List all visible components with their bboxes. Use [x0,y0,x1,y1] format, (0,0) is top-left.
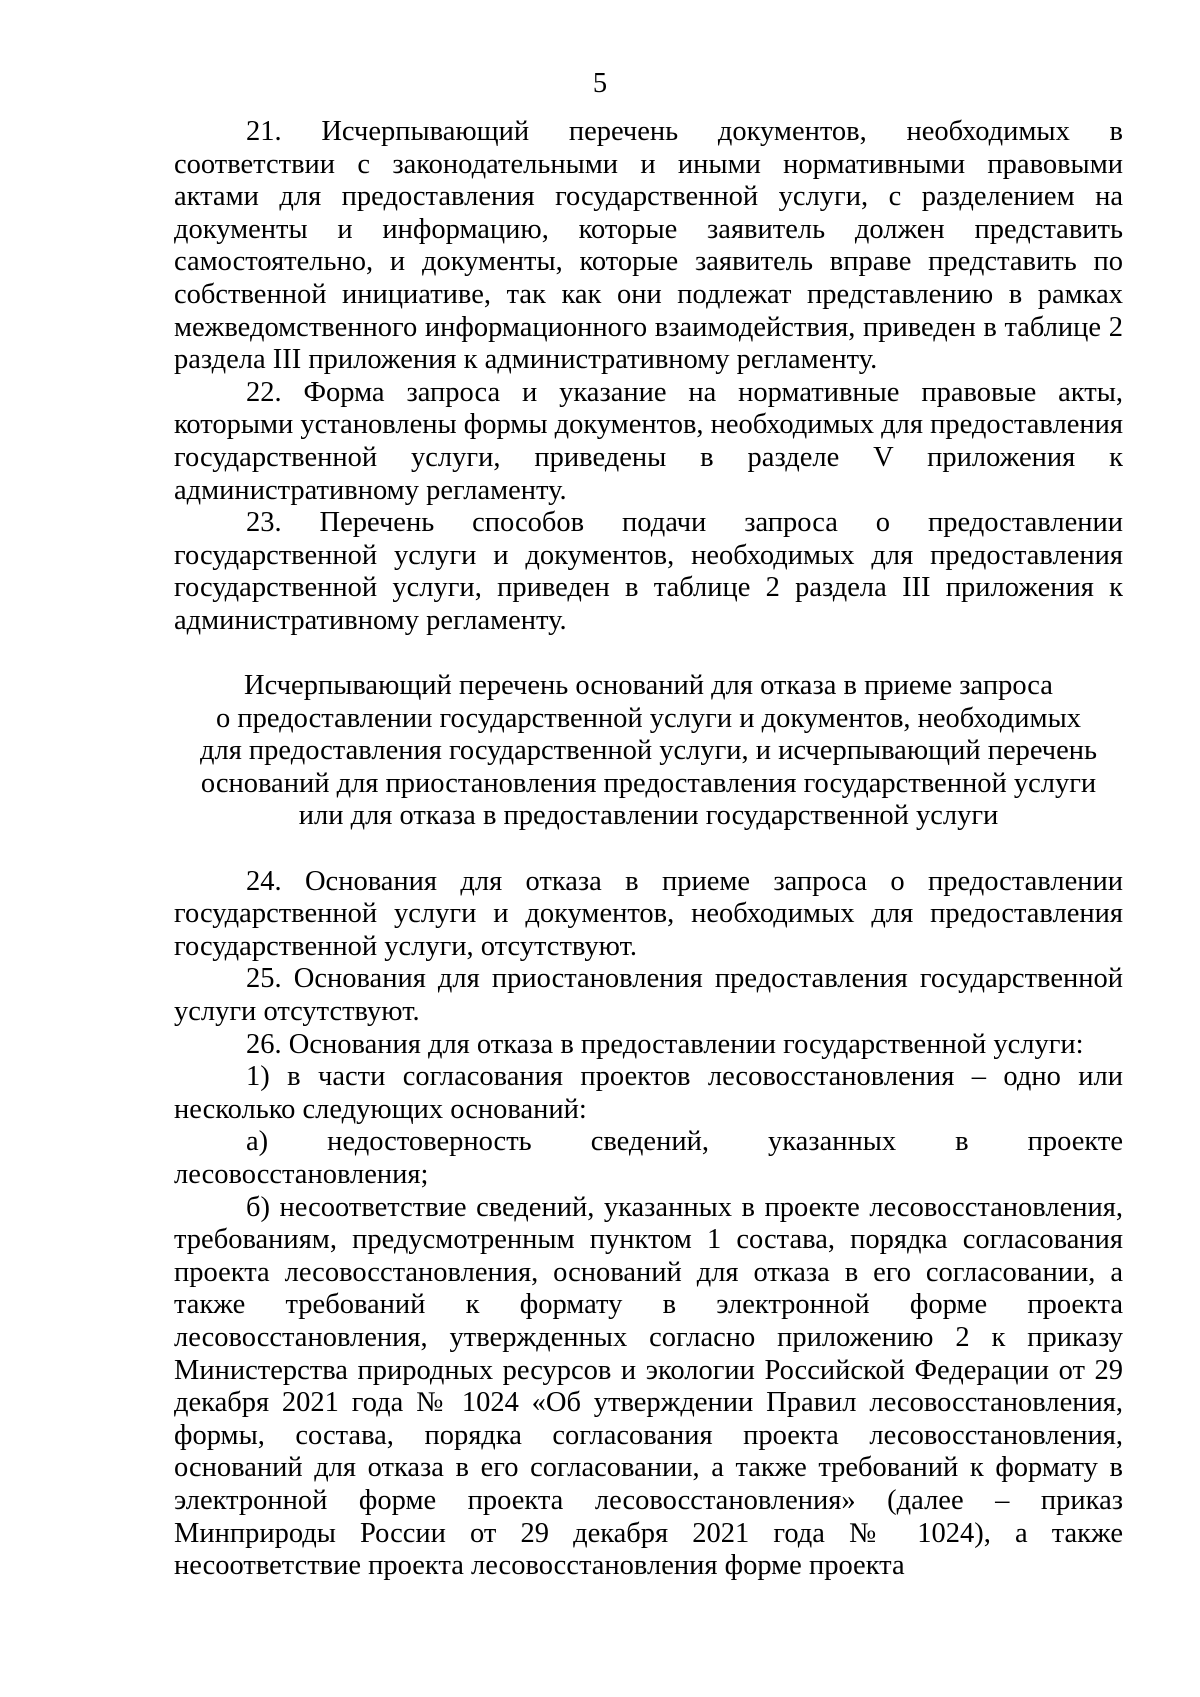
paragraph-21: 21. Исчерпывающий перечень документов, необходимых в соответствии с законодательными и иными нормативными правовыми актами для предоставления государственной услуги, с разделением на документы и информацию, которые заявитель должен представить самостоятельно, и документы, которые заявитель вправе представить по собственной инициативе, так как они подлежат представлению в рамках межведомственного информационного взаимодействия, приведен в таблице 2 раздела III приложения к административному регламенту. [174,116,1123,376]
heading-line: или для отказа в предоставлении государственной услуги [298,800,999,832]
paragraph-23: 23. Перечень способов подачи запроса о предоставлении государственной услуги и документов, необходимых для предоставления государственной услуги, приведен в таблице 2 раздела III приложения к административному регламенту. [174,507,1123,636]
page-number: 5 [592,68,608,99]
spacer [174,833,1123,866]
heading-line: оснований для приостановления предоставления государственной услуги [200,767,1097,799]
section-heading [174,670,1123,833]
paragraph-26-item-1b: б) несоответствие сведений, указанных в проекте лесовосстановления, требованиям, предусмотренным пунктом 1 состава, порядка согласования проекта лесовосстановления, оснований для отказа в его согласовании, а также требований к формату в электронной форме проекта лесовосстановления, утвержденных согласно приложению 2 к приказу Министерства природных ресурсов и экологии Российской Федерации от 29 декабря 2021 года № 1024 «Об утверждении Правил лесовосстановления, формы, состава, порядка согласования проекта лесовосстановления, оснований для отказа в его согласовании, а также требований к формату в электронной форме проекта лесовосстановления» (далее – приказ Минприроды России от 29 декабря 2021 года № 1024), а также несоответствие проекта лесовосстановления форме проекта [174,1191,1123,1582]
heading-line: Исчерпывающий перечень оснований для отказа в приеме запроса [244,670,1053,702]
heading-line: о предоставлении государственной услуги и документов, необходимых [216,702,1081,734]
paragraph-22: 22. Форма запроса и указание на нормативные правовые акты, которыми установлены формы документов, необходимых для предоставления государственной услуги, приведены в разделе V приложения к административному регламенту. [174,376,1123,506]
paragraph-26-item-1: 1) в части согласования проектов лесовосстановления – одно или несколько следующих оснований: [174,1061,1123,1125]
paragraph-24: 24. Основания для отказа в приеме запроса о предоставлении государственной услуги и документов, необходимых для предоставления государственной услуги, отсутствуют. [174,865,1123,962]
spacer [174,638,1123,671]
paragraph-25: 25. Основания для приостановления предоставления государственной услуги отсутствуют. [174,963,1123,1028]
paragraph-26-item-1a: а) недостоверность сведений, указанных в проекте лесовосстановления; [174,1126,1123,1190]
paragraph-26: 26. Основания для отказа в предоставлении государственной услуги: [246,1028,1084,1060]
heading-line: для предоставления государственной услуги, и исчерпывающий перечень [199,735,1098,767]
document-body [174,116,1123,1583]
